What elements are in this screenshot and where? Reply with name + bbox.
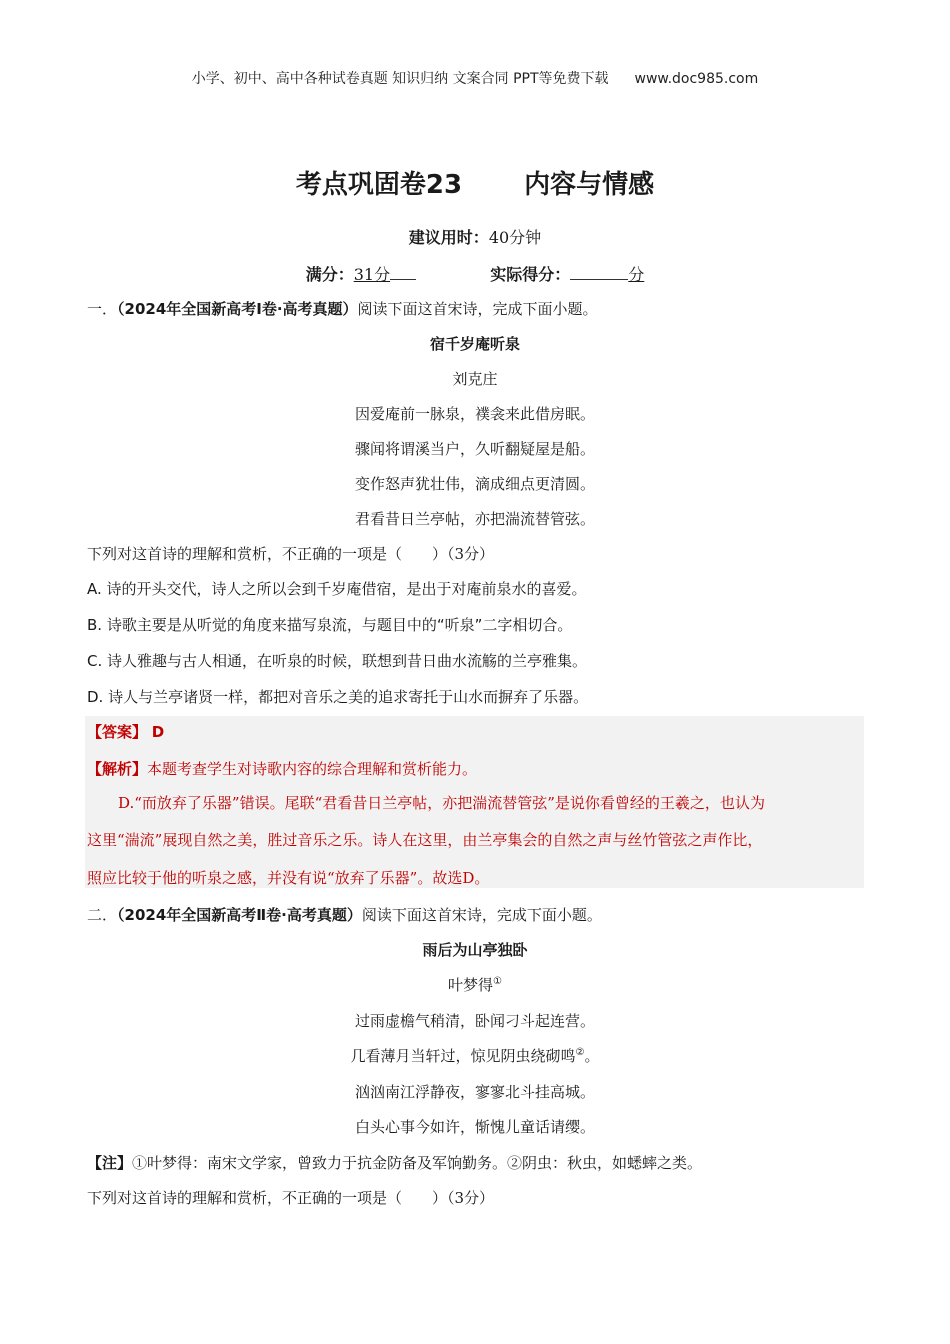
q2-poem-line [0,1045,950,1066]
q1-answer [87,721,164,742]
q2-line2-end: 。 [584,1047,600,1065]
q1-option-a[interactable]: A. 诗的开头交代，诗人之所以会到千岁庵借宿，是出于对庵前泉水的喜爱。 [87,580,587,598]
q2-poem-author [0,974,950,995]
q1-question: 下列对这首诗的理解和赏析，不正确的一项是（ ）（3分） [87,545,495,563]
q1-heading [87,298,598,319]
q1-number: 一． [87,300,118,318]
q2-line2-text: 几看薄月当轩过，惊见阴虫绕砌鸣 [350,1047,576,1065]
q1-option-b[interactable]: B. 诗歌主要是从听觉的角度来描写泉流，与题目中的“听泉”二字相切合。 [87,616,573,634]
q1-explain-line: 这里“湍流”展现自然之美，胜过音乐之乐。诗人在这里，由兰亭集会的自然之声与丝竹管弦之声作比， [87,831,763,849]
q1-explain-line: D.“而放弃了乐器”错误。尾联“君看昔日兰亭帖，亦把湍流替管弦”是说你看曾经的王羲之，也认为 [118,794,765,812]
q1-option-c[interactable]: C. 诗人雅趣与古人相通，在听泉的时候，联想到昔日曲水流觞的兰亭雅集。 [87,652,588,670]
analysis-label: 【解析】 [87,760,148,778]
score-label: 满分： [305,265,354,284]
page-title [0,164,950,201]
title-left: 考点巩固卷23 [295,170,463,200]
q1-poem-title: 宿千岁庵听泉 [429,335,520,353]
q1-poem-line: 变作怒声犹壮伟，滴成细点更清圆。 [354,475,595,493]
header-site-link[interactable]: www.doc985.com [634,71,759,87]
q1-poem-line: 因爱庵前一脉泉，襆衾来此借房眠。 [354,405,595,423]
q2-heading [87,904,602,925]
q2-author-name: 叶梦得 [448,976,494,994]
analysis-text: 本题考查学生对诗歌内容的综合理解和赏析能力。 [147,760,478,778]
page-header [0,68,950,88]
answer-value: D [151,723,165,741]
q1-option-d[interactable]: D. 诗人与兰亭诸贤一样，都把对音乐之美的追求寄托于山水而摒弃了乐器。 [87,688,589,706]
note-text: ①叶梦得：南宋文学家，曾致力于抗金防备及军饷勤务。②阴虫：秋虫，如蟋蟀之类。 [132,1154,703,1172]
answer-label: 【答案】 [87,723,148,741]
q2-question: 下列对这首诗的理解和赏析，不正确的一项是（ ）（3分） [87,1189,495,1207]
score-value: 31分 [353,265,391,284]
time-label: 建议用时： [408,228,489,247]
q2-instruction: 阅读下面这首宋诗，完成下面小题。 [361,906,602,924]
q2-poem-line: 过雨虚檐气稍清，卧闻刁斗起连营。 [354,1012,595,1030]
q2-number: 二． [87,906,118,924]
q1-poem-line: 君看昔日兰亭帖，亦把湍流替管弦。 [354,510,595,528]
note-label: 【注】 [87,1154,133,1172]
q1-instruction: 阅读下面这首宋诗，完成下面小题。 [357,300,598,318]
q1-poem-line: 骤闻将谓溪当户，久听翻疑屋是船。 [354,440,595,458]
title-right: 内容与情感 [524,170,655,200]
score-row [0,262,950,285]
q1-poem-author: 刘克庄 [452,370,498,388]
q2-note [87,1152,702,1173]
actual-score-label: 实际得分： [490,265,571,284]
q1-source: （2024年全国新高考Ⅰ卷·高考真题） [117,300,358,318]
q1-analysis [87,758,477,779]
q2-line2-note-mark: ② [575,1047,585,1058]
q1-explain-line: 照应比较于他的听泉之感，并没有说“放弃了乐器”。故选D。 [87,869,490,887]
q2-author-note-mark: ① [493,976,502,987]
actual-score-unit: 分 [628,265,645,284]
q2-poem-title: 雨后为山亭独卧 [422,941,528,959]
q2-poem-line: 汹汹南江浮静夜，寥寥北斗挂高城。 [354,1083,595,1101]
time-value: 40分钟 [488,228,542,247]
q2-poem-line: 白头心事今如许，惭愧儿童话请缨。 [354,1118,595,1136]
header-text: 小学、初中、高中各种试卷真题 知识归纳 文案合同 PPT等免费下载 [191,71,609,87]
q2-source: （2024年全国新高考Ⅱ卷·高考真题） [117,906,362,924]
time-row [0,225,950,248]
actual-score-blank[interactable] [570,265,628,280]
